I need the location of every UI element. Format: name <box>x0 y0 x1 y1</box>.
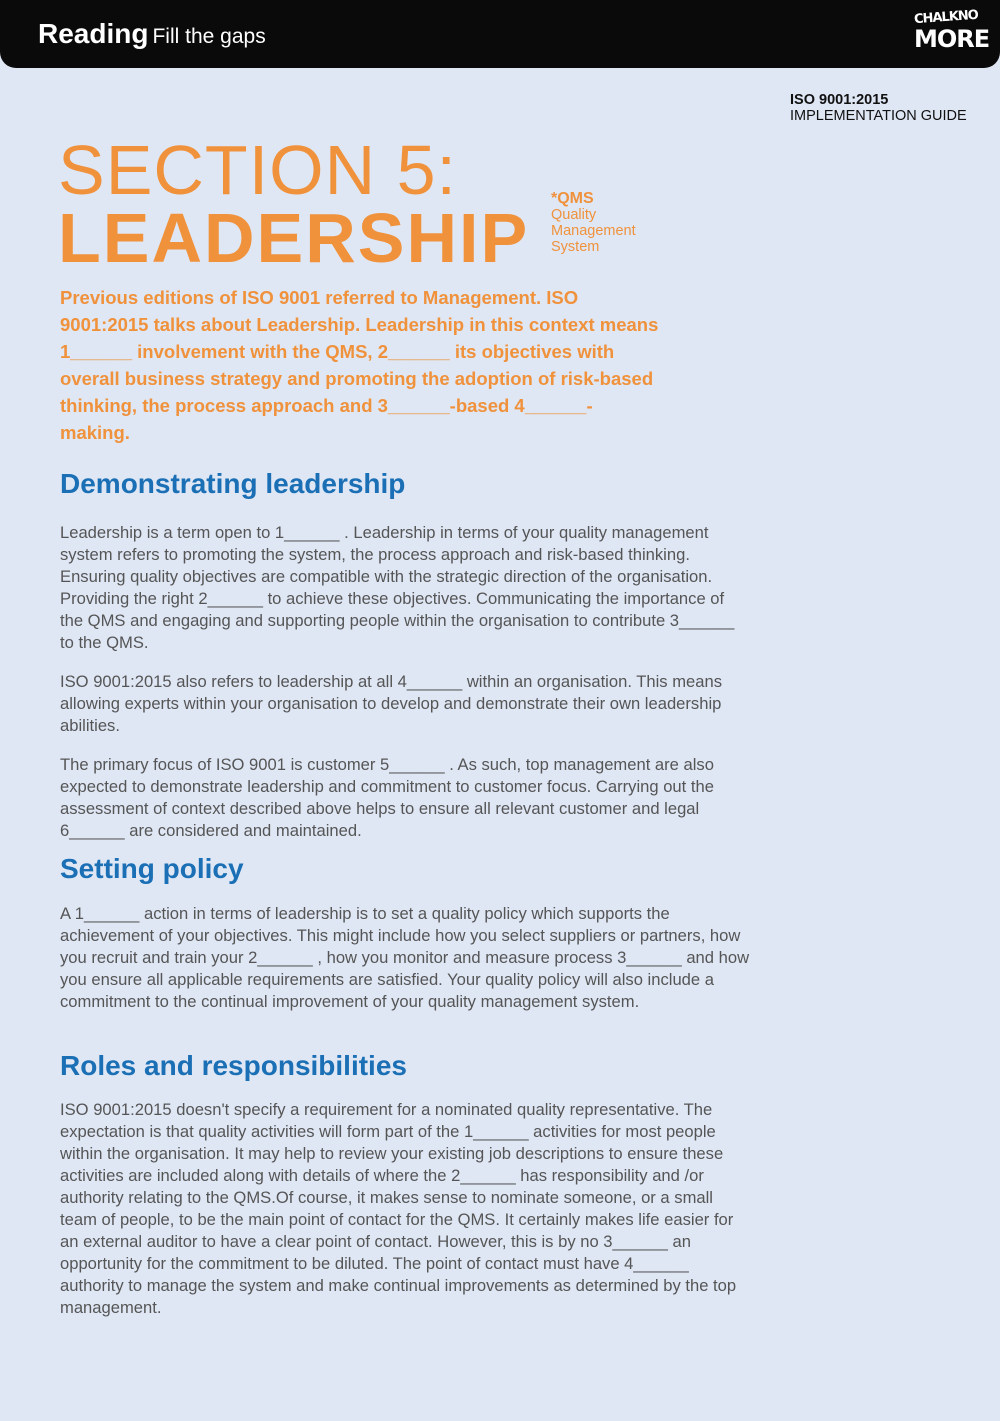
header-subtitle: Fill the gaps <box>152 25 266 48</box>
section-number: SECTION 5: <box>58 131 457 209</box>
paragraph: Leadership is a term open to 1______ . Leadership in terms of your quality management system refers to promoting the system, the process approach and risk-based thinking. Ensuring quality objectives are compatible with the strategic direction of the organisation. Providing the right 2______ to achieve these objectives. Communicating the importance of the QMS and engaging and supporting people within the organisation to contribute 3______ to the QMS. <box>60 523 735 652</box>
heading-setting-policy: Setting policy <box>60 853 244 884</box>
paragraph: The primary focus of ISO 9001 is customer 5______ . As such, top management are also expected to demonstrate leadership and commitment to customer focus. Carrying out the assessment of context described above helps to ensure all relevant customer and legal 6______ are considered and maintained. <box>60 755 714 840</box>
header-bar <box>0 0 1000 68</box>
intro-paragraph: Previous editions of ISO 9001 referred to Management. ISO 9001:2015 talks about Leadership. Leadership in this context means 1______ involvement with the QMS, 2______ its objectives with overall business strategy and promoting the adoption of risk-based thinking, the process approach and 3______-based 4______-making. <box>60 287 659 443</box>
section-title: LEADERSHIP <box>58 199 530 277</box>
implementation-guide-label: ISO 9001:2015 IMPLEMENTATION GUIDE <box>790 92 967 124</box>
heading-roles-and-responsibilities: Roles and responsibilities <box>60 1050 407 1081</box>
paragraph: ISO 9001:2015 also refers to leadership at all 4______ within an organisation. This means allowing experts within your organisation to develop and demonstrate their own leadership abilities. <box>60 672 723 735</box>
heading-demonstrating-leadership: Demonstrating leadership <box>60 468 406 499</box>
paragraph: A 1______ action in terms of leadership is to set a quality policy which supports the achievement of your objectives. This might include how you select suppliers or partners, how you recruit and train your 2______ , how you monitor and measure process 3______ and how you ensure all applicable requirements are satisfied. Your quality policy will also include a commitment to the continual improvement of your quality management system. <box>60 904 750 1011</box>
paragraph: ISO 9001:2015 doesn't specify a requirement for a nominated quality representative. The expectation is that quality activities will form part of the 1______ activities for most people within the organisation. It may help to review your existing job descriptions to ensure these activities are included along with details of where the 2______ has responsibility and /or authority relating to the QMS.Of course, it makes sense to nominate someone, or a small team of people, to be the main point of contact for the QMS. It certainly makes life easier for an external auditor to have a clear point of contact. However, this is by no 3______ an opportunity for the commitment to be diluted. The point of contact must have 4______ authority to manage the system and make continual improvements as determined by the top management. <box>60 1100 737 1317</box>
header-title: Reading Fill the gaps <box>38 18 266 49</box>
brand-logo: CHALKNO MORE <box>913 7 990 53</box>
qms-note: *QMS Quality Management System <box>551 190 636 255</box>
